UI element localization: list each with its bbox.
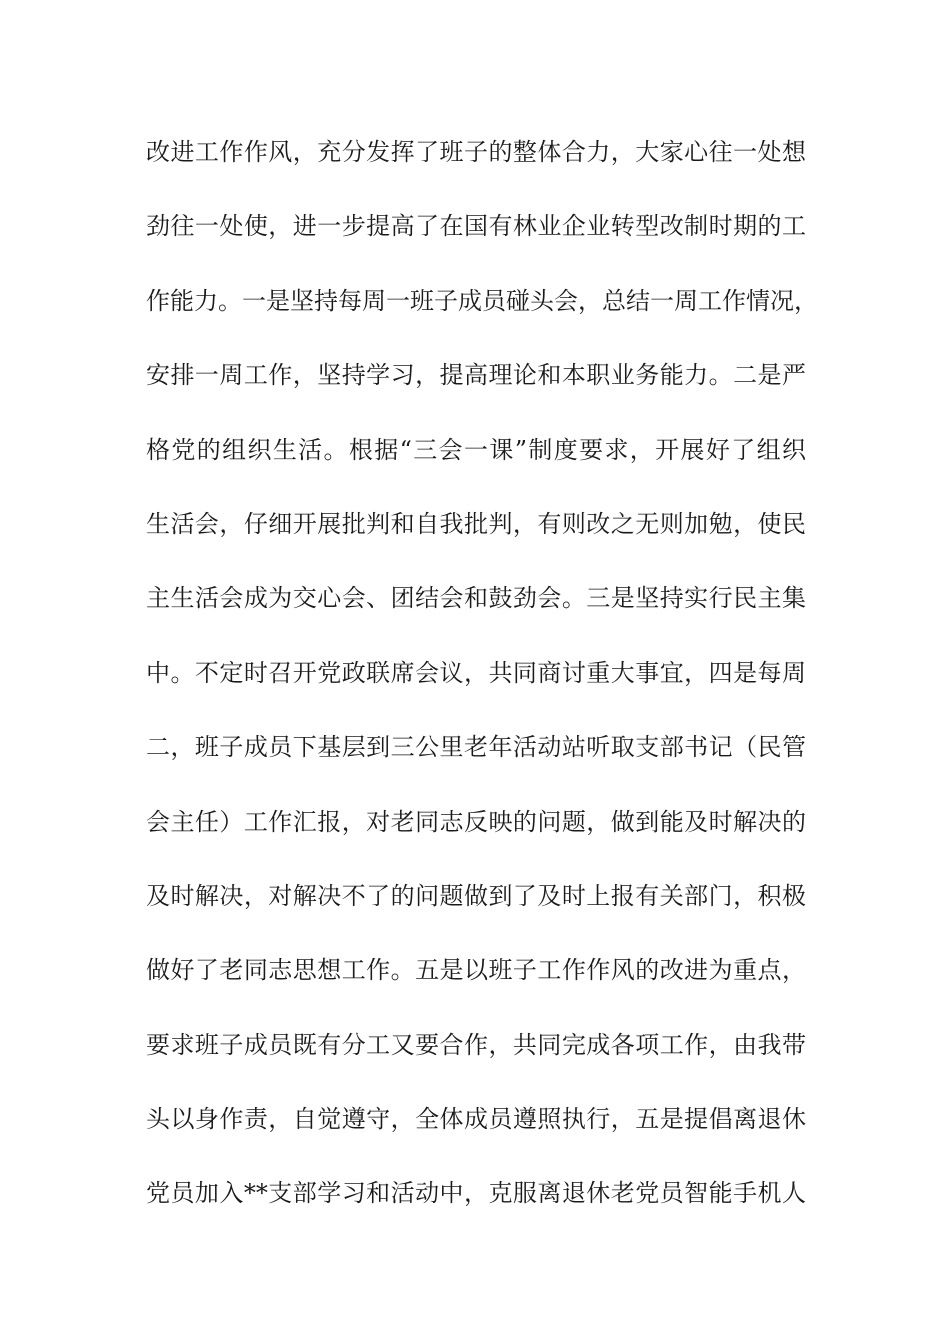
text-line: 及时解决，对解决不了的问题做到了及时上报有关部门，积极 (146, 881, 806, 910)
text-line: 主生活会成为交心会、团结会和鼓劲会。三是坚持实行民主集 (146, 584, 806, 613)
text-line: 会主任）工作汇报，对老同志反映的问题，做到能及时解决的 (146, 807, 806, 836)
body-text (146, 128, 818, 1244)
text-line: 改进工作作风，充分发挥了班子的整体合力，大家心往一处想 (146, 138, 806, 166)
text-line: 格党的组织生活。根据“三会一课”制度要求，开展好了组织 (146, 435, 806, 464)
text-line: 要求班子成员既有分工又要合作，共同完成各项工作，由我带 (146, 1030, 806, 1059)
text-line: 二，班子成员下基层到三公里老年活动站听取支部书记（民管 (146, 733, 806, 762)
text-line: 生活会，仔细开展批判和自我批判，有则改之无则加勉，使民 (146, 509, 806, 538)
text-line: 安排一周工作，坚持学习，提高理论和本职业务能力。二是严 (146, 361, 806, 390)
text-line: 劲往一处使，进一步提高了在国有林业企业转型改制时期的工 (146, 212, 806, 241)
text-line: 头以身作责，自觉遵守，全体成员遵照执行，五是提倡离退休 (146, 1105, 806, 1134)
text-line: 中。不定时召开党政联席会议，共同商讨重大事宜，四是每周 (146, 658, 806, 687)
text-line: 作能力。一是坚持每周一班子成员碰头会，总结一周工作情况， (146, 286, 818, 315)
text-line: 党员加入**支部学习和活动中，克服离退休老党员智能手机人 (146, 1179, 806, 1208)
text-line: 做好了老同志思想工作。五是以班子工作作风的改进为重点， (146, 956, 806, 985)
